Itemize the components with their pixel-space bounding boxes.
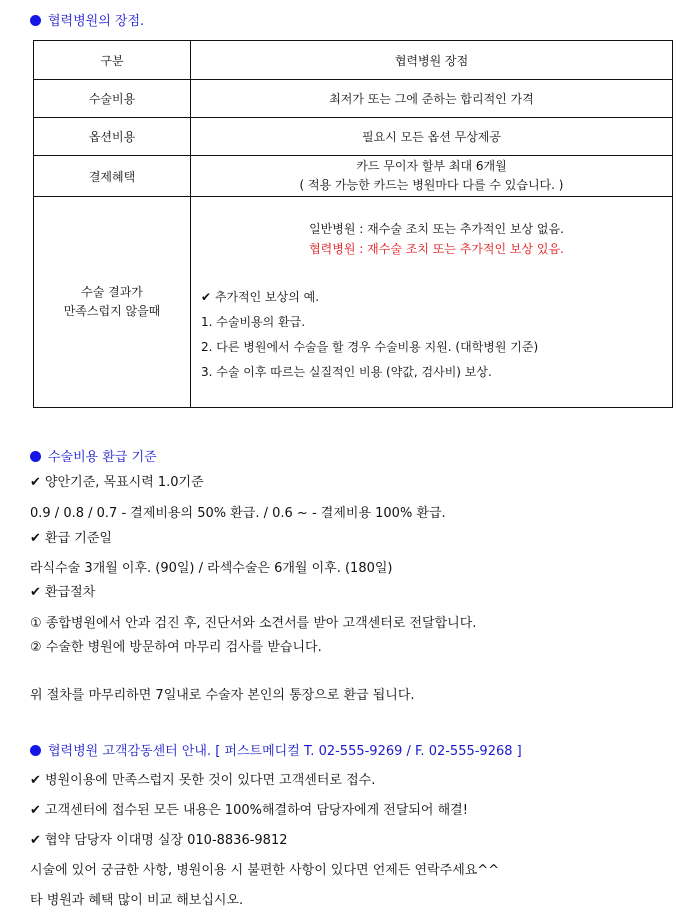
table-row [34, 80, 673, 118]
partner-hospital-text: 협력병원 : 재수술 조치 또는 추가적인 보상 있음. [309, 242, 564, 256]
list-item: 3. 수술 이후 따르는 실질적인 비용 (약값, 검사비) 보상. [201, 365, 492, 379]
center-line: ✔ 협약 담당자 이대명 실장 010-8836-9812 [30, 833, 288, 848]
header-category: 구분 [34, 41, 191, 80]
center-line: 타 병원과 혜택 많이 비교 해보십시오. [30, 893, 244, 908]
benefits-table [33, 40, 673, 408]
section3-heading [30, 740, 522, 759]
table-row [34, 156, 673, 197]
general-hospital-text: 일반병원 : 재수술 조치 또는 추가적인 보상 없음. [309, 222, 564, 236]
table-header-row [34, 41, 673, 80]
row-label-option-cost: 옵션비용 [34, 118, 191, 156]
header-benefit: 협력병원 장점 [191, 41, 673, 80]
section2-heading [30, 446, 157, 465]
refund-line: ✔ 환급절차 [30, 585, 96, 600]
row-label-surgery-cost: 수술비용 [34, 80, 191, 118]
table-row [34, 118, 673, 156]
center-line: 시술에 있어 궁금한 사항, 병원이용 시 불편한 사항이 있다면 언제든 연락주세요^^ [30, 863, 500, 878]
row-value-surgery-cost: 최저가 또는 그에 준하는 합리적인 가격 [191, 80, 673, 118]
row-value-unsatisfied [191, 197, 673, 408]
bullet-icon [30, 451, 41, 462]
payment-line-1: 카드 무이자 할부 최대 6개월 [356, 159, 507, 173]
refund-line: ✔ 환급 기준일 [30, 531, 112, 546]
section2-title: 수술비용 환급 기준 [48, 450, 157, 465]
row-value-payment [191, 156, 673, 197]
section3-title: 협력병원 고객감동센터 안내. [ 퍼스트메디컬 T. 02-555-9269 / F. 02-555-9268 ] [48, 744, 522, 759]
refund-line: 위 절차를 마무리하면 7일내로 수술자 본인의 통장으로 환급 됩니다. [30, 688, 415, 703]
refund-line: ① 종합병원에서 안과 검진 후, 진단서와 소견서를 받아 고객센터로 전달합니다. [30, 616, 477, 631]
list-item: 1. 수술비용의 환급. [201, 315, 306, 329]
unsatisfied-label-line-1: 수술 결과가 [81, 285, 143, 299]
table-row [34, 197, 673, 408]
center-line: ✔ 병원이용에 만족스럽지 못한 것이 있다면 고객센터로 접수. [30, 773, 376, 788]
bullet-icon [30, 745, 41, 756]
refund-line: ✔ 양안기준, 목표시력 1.0기준 [30, 475, 204, 490]
list-item: ✔ 추가적인 보상의 예. [201, 290, 320, 304]
section1-heading [30, 10, 144, 29]
unsatisfied-label-line-2: 만족스럽지 않을때 [63, 304, 161, 318]
list-item: 2. 다른 병원에서 수술을 할 경우 수술비용 지원. (대학병원 기준) [201, 340, 539, 354]
refund-line: 라식수술 3개월 이후. (90일) / 라섹수술은 6개월 이후. (180일) [30, 561, 393, 576]
refund-line: ② 수술한 병원에 방문하여 마무리 검사를 받습니다. [30, 640, 322, 655]
section1-title: 협력병원의 장점. [48, 14, 145, 29]
row-label-payment: 결제혜택 [34, 156, 191, 197]
refund-line: 0.9 / 0.8 / 0.7 - 결제비용의 50% 환급. / 0.6 ~ - 결제비용 100% 환급. [30, 506, 446, 521]
bullet-icon [30, 15, 41, 26]
center-line: ✔ 고객센터에 접수된 모든 내용은 100%해결하여 담당자에게 전달되어 해결! [30, 803, 468, 818]
row-label-unsatisfied [34, 197, 191, 408]
compensation-list [201, 285, 672, 385]
payment-line-2: ( 적용 가능한 카드는 병원마다 다를 수 있습니다. ) [299, 178, 564, 192]
row-value-option-cost: 필요시 모든 옵션 무상제공 [191, 118, 673, 156]
